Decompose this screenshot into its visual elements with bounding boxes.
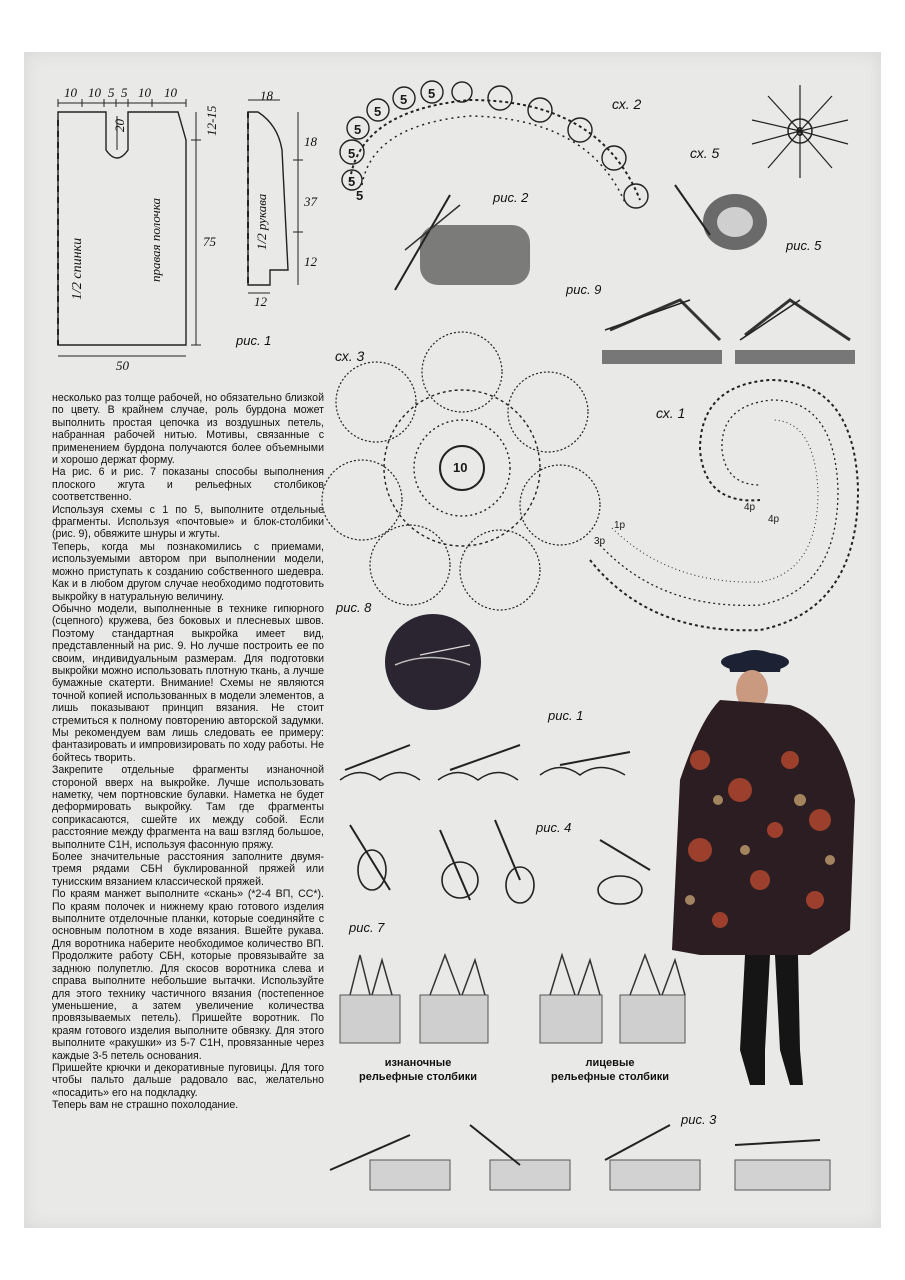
fig2-caption: рис. 2	[493, 190, 529, 205]
sleeve-label: 1/2 рукава	[254, 193, 269, 250]
article-body	[52, 392, 324, 1112]
sleeve-top-dim: 18	[260, 88, 273, 103]
back-label: 1/2 спинки	[70, 237, 85, 300]
front-label: правая полочка	[148, 198, 163, 282]
fig7-caption: рис. 7	[349, 920, 385, 935]
sch2-num: 5	[354, 122, 362, 137]
sch1-mark: 4р	[744, 502, 756, 513]
article-paragraph: Теперь вам не страшно похолодание.	[52, 1099, 239, 1112]
article-paragraph: Теперь, когда мы познакомились с приемами, используемыми автором при выполнении модели, можно приступать к созданию собственного шедевра. Как и в любом другом случае необходимо подготовить выкройку в натуральную величину.	[52, 540, 324, 603]
article-paragraph: Пришейте крючки и декоративные пуговицы. Для того чтобы пальто дальше радовало вас, желательно «посадить» его на подкладку.	[52, 1061, 324, 1099]
dim-width: 50	[116, 358, 129, 373]
sch2-num: 5	[348, 146, 356, 161]
sleeve-bottom-dim: 12	[254, 294, 267, 309]
sch2-caption: сх. 2	[612, 96, 642, 112]
sch3-caption: сх. 3	[335, 348, 365, 364]
dim-top-1: 10	[64, 85, 77, 100]
front-post-label: лицевые рельефные столбики	[550, 1057, 669, 1083]
fig4-caption: рис. 4	[536, 820, 572, 835]
sleeve-dim-2: 37	[304, 194, 317, 209]
sch1-caption: сх. 1	[656, 405, 686, 421]
sch2-num: 5	[356, 188, 364, 203]
fig5-caption: рис. 5	[786, 238, 822, 253]
sch1-mark: 3р	[594, 536, 606, 547]
sch1-mark: 4р	[768, 514, 780, 525]
sch3-center: 10	[453, 460, 468, 475]
sleeve-dim-3: 12	[304, 254, 317, 269]
fig1b-caption: рис. 1	[548, 708, 584, 723]
fig8-caption: рис. 8	[336, 600, 372, 615]
dim-length: 75	[203, 234, 216, 249]
article-paragraph: Закрепите отдельные фрагменты изнаночной стороной вверх на выкройке. Лучше использовать наметку, чем портновские булавки. Наметка не будет деформировать выкройку. Там где фрагменты соприкасаются, сшейте их между собой. Если расстояние между фрагмента на ваш взгляд большое, выполните С1Н, используя фасонную пряжу.	[52, 764, 324, 851]
sch2-num: 5	[348, 174, 356, 189]
sch2-num: 5	[374, 104, 382, 119]
sleeve-dim-1: 18	[304, 134, 317, 149]
fig3-caption: рис. 3	[681, 1112, 717, 1127]
sch2-num: 5	[428, 86, 436, 101]
sch5-caption: сх. 5	[690, 145, 720, 161]
dim-top-6: 10	[164, 85, 177, 100]
back-post-label: изнаночные рельефные столбики	[358, 1057, 477, 1083]
article-paragraph: По краям манжет выполните «скань» (*2-4 ВП, СС*). По краям полочек и нижнему краю готового изделия выполните отделочные планки, которые соединяйте с основным полотном в ходе вязания. Вшейте рукава. Для воротника наберите необходимое количество ВП. Продолжите работу СБН, которые провязывайте за заднюю полупетлю. Для скосов воротника слева и справа выполните небольшие вытачки. Используйте для этого технику частичного вязания (постепенное уменьшение, а затем увеличение количества провязываемых петель). Пришейте воротник. По краям готового изделия выполните обвязку. Для этого выполните «ракушки» из 5-7 С1Н, провязанные через каждые 3-5 петель основания.	[52, 888, 324, 1062]
sch2-num: 5	[400, 92, 408, 107]
fig1-caption: рис. 1	[236, 333, 272, 348]
dim-top-3: 5	[108, 85, 115, 100]
article-paragraph: несколько раз толще рабочей, но обязательно близкой по цвету. В крайнем случае, роль бурдона может выполнить простая цепочка из воздушных петель, набранная рабочей нитью. Мотивы, связанные с применением бурдона получаются более объемными и хорошо держат форму.	[52, 392, 324, 467]
dim-top-5: 10	[138, 85, 151, 100]
dim-neck: 20	[112, 119, 127, 132]
fig9-caption: рис. 9	[566, 282, 602, 297]
dim-top-2: 10	[88, 85, 101, 100]
dim-shoulder: 12-15	[204, 105, 219, 136]
article-paragraph: На рис. 6 и рис. 7 показаны способы выполнения плоского жгута и рельефных столбиков соответственно.	[52, 466, 324, 504]
dim-top-4: 5	[121, 85, 128, 100]
article-paragraph: Более значительные расстояния заполните двумя-тремя рядами СБН буклированной пряжей или тунисским вязанием классической пряжей.	[52, 851, 324, 888]
article-paragraph: Используя схемы с 1 по 5, выполните отдельные фрагменты. Используя «почтовые» и блок-столбики (рис. 9), обвяжите шнуры и жгуты.	[52, 503, 324, 541]
article-paragraph: Обычно модели, выполненные в технике гипюрного (сцепного) кружева, без боковых и плесневых швов. Поэтому стандартная выкройка имеет вид, представленный на рис. 9. Но лучше построить ее по своим, индивидуальным размерам. Для подготовки выкройки можно использовать плотную ткань, а лучше бумажные скатерти. Внимание! Схемы не являются точной копией использованных в модели элементов, а лишь показывают принцип вязания. Не стоит стремиться к полному повторению авторской задумки. Мы рекомендуем вам лишь следовать ее примеру: фантазировать и импровизировать по ходу работы. Не бойтесь творить.	[52, 602, 324, 764]
sch5-center: 6	[796, 124, 804, 139]
sch1-mark: 1р	[614, 520, 626, 531]
